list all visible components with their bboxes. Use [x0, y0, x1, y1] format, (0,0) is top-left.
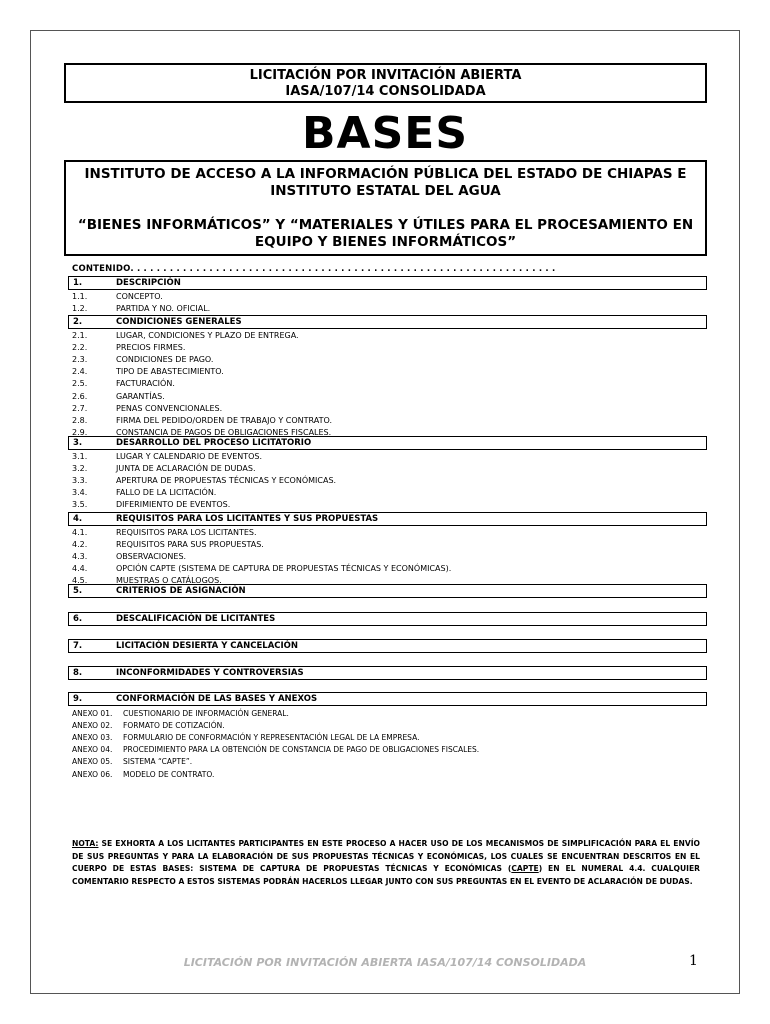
annex-text: FORMATO DE COTIZACIÓN. [123, 721, 225, 731]
section-number: 6. [73, 614, 83, 624]
section-header [68, 276, 707, 290]
item-number: 1.1. [72, 292, 88, 301]
section-header [68, 639, 707, 653]
item-text: OBSERVACIONES. [116, 552, 187, 562]
tender-title: LICITACIÓN POR INVITACIÓN ABIERTA [249, 68, 522, 83]
annex-text: FORMULARIO DE CONFORMACIÓN Y REPRESENTACIÓN LEGAL DE LA EMPRESA. [123, 733, 420, 743]
subject-line-1: “BIENES INFORMÁTICOS” Y “MATERIALES Y ÚTILES PARA EL PROCESAMIENTO EN [77, 217, 694, 233]
item-text: JUNTA DE ACLARACIÓN DE DUDAS. [116, 464, 256, 474]
document-title: BASES [301, 108, 469, 159]
section-number: 9. [73, 694, 83, 704]
tender-header-box [64, 63, 707, 103]
item-number: 3.1. [72, 452, 88, 461]
section-number: 3. [73, 438, 83, 448]
item-number: 1.2. [72, 304, 88, 314]
section-header [68, 315, 707, 329]
item-number: 2.5. [72, 379, 88, 389]
subject-line-2: EQUIPO Y BIENES INFORMÁTICOS” [254, 234, 517, 250]
section-header [68, 512, 707, 526]
item-text: OPCIÓN CAPTE (SISTEMA DE CAPTURA DE PROPUESTAS TÉCNICAS Y ECONÓMICAS). [116, 564, 452, 574]
institution-header-box [64, 160, 707, 256]
item-text: CONSTANCIA DE PAGOS DE OBLIGACIONES FISCALES. [116, 427, 332, 437]
annex-number: ANEXO 04. [72, 745, 113, 755]
annex-number: ANEXO 03. [72, 733, 113, 743]
item-text: LUGAR Y CALENDARIO DE EVENTOS. [116, 452, 263, 461]
item-text: PENAS CONVENCIONALES. [116, 403, 223, 413]
item-number: 4.3. [72, 552, 88, 562]
section-number: 8. [73, 668, 83, 678]
section-number: 1. [73, 278, 83, 288]
footer-text: LICITACIÓN POR INVITACIÓN ABIERTA IASA/107/14 CONSOLIDADA [183, 956, 587, 969]
item-number: 4.1. [72, 528, 88, 537]
annex-text: SISTEMA “CAPTE”. [123, 757, 193, 767]
item-text: REQUISITOS PARA SUS PROPUESTAS. [116, 540, 264, 550]
item-text: REQUISITOS PARA LOS LICITANTES. [116, 528, 257, 537]
item-number: 3.2. [72, 464, 88, 474]
item-number: 2.8. [72, 415, 88, 425]
item-text: PARTIDA Y NO. OFICIAL. [116, 304, 211, 314]
section-number: 2. [73, 317, 83, 327]
item-number: 2.2. [72, 343, 88, 353]
item-number: 3.5. [72, 500, 88, 510]
page-number: 1 [689, 953, 698, 969]
section-header [68, 666, 707, 680]
item-text: DIFERIMIENTO DE EVENTOS. [116, 500, 231, 510]
item-number: 2.9. [72, 427, 88, 437]
item-text: FIRMA DEL PEDIDO/ORDEN DE TRABAJO Y CONTRATO. [116, 415, 332, 425]
section-header [68, 612, 707, 626]
section-title: DESCALIFICACIÓN DE LICITANTES [116, 614, 276, 624]
item-text: FACTURACIÓN. [116, 379, 175, 389]
item-text: CONCEPTO. [116, 292, 163, 301]
institution-line-1: INSTITUTO DE ACCESO A LA INFORMACIÓN PÚBLICA DEL ESTADO DE CHIAPAS E [84, 166, 687, 182]
item-number: 4.5. [72, 576, 88, 586]
note-paragraph [72, 838, 700, 888]
note-text-2: ) EN EL NUMERAL 4.4. CUALQUIER COMENTARIO RESPECTO A ESTOS SISTEMAS PODRÁN HACERLOS LLEGAR JUNTO CON SUS PREGUNTAS EN EL EVENTO DE ACLARACIÓN DE DUDAS. [72, 864, 700, 886]
section-title: DESARROLLO DEL PROCESO LICITATORIO [116, 438, 312, 448]
institution-line-2: INSTITUTO ESTATAL DEL AGUA [270, 183, 501, 199]
item-number: 2.3. [72, 355, 88, 365]
item-text: TIPO DE ABASTECIMIENTO. [116, 367, 224, 377]
annex-number: ANEXO 02. [72, 721, 113, 731]
item-text: FALLO DE LA LICITACIÓN. [116, 488, 217, 498]
section-title: CRITERIOS DE ASIGNACIÓN [116, 586, 246, 596]
section-title: CONFORMACIÓN DE LAS BASES Y ANEXOS [116, 694, 318, 704]
item-number: 4.2. [72, 540, 88, 550]
item-text: LUGAR, CONDICIONES Y PLAZO DE ENTREGA. [116, 331, 299, 340]
note-label: NOTA: [72, 839, 99, 848]
item-text: PRECIOS FIRMES. [116, 343, 186, 353]
note-text-1: SE EXHORTA A LOS LICITANTES PARTICIPANTES EN ESTE PROCESO A HACER USO DE LOS MECANISMOS DE SIMPLIFICACIÓN PARA EL ENVÍO DE SUS PREGUNTAS Y PARA LA ELABORACIÓN DE SUS PROPUESTAS TÉCNICAS Y ECONÓMICAS, LOS CUALES SE ENCUENTRAN DESCRITOS EN EL CUERPO DE ESTAS BASES: SISTEMA DE CAPTURA DE PROPUESTAS TÉCNICAS Y ECONÓMICAS ( [72, 839, 700, 873]
item-text: APERTURA DE PROPUESTAS TÉCNICAS Y ECONÓMICAS. [116, 476, 337, 486]
item-number: 2.1. [72, 331, 88, 340]
section-title: REQUISITOS PARA LOS LICITANTES Y SUS PROPUESTAS [116, 514, 379, 524]
annex-number: ANEXO 06. [72, 769, 113, 779]
section-title: INCONFORMIDADES Y CONTROVERSIAS [116, 668, 304, 678]
section-title: LICITACIÓN DESIERTA Y CANCELACIÓN [116, 641, 299, 651]
item-number: 3.3. [72, 476, 88, 486]
annex-text: MODELO DE CONTRATO. [123, 769, 215, 779]
section-number: 7. [73, 641, 83, 651]
annex-number: ANEXO 05. [72, 757, 113, 767]
section-header [68, 692, 707, 706]
item-text: GARANTÍAS. [116, 391, 165, 401]
section-number: 5. [73, 586, 83, 596]
tender-code: IASA/107/14 CONSOLIDADA [285, 84, 486, 99]
item-number: 2.4. [72, 367, 88, 377]
section-header [68, 436, 707, 450]
contents-heading: CONTENIDO. . . . . . . . . . . . . . . . . . . . . . . . . . . . . . . . . . . . . . . . . . . . . . . . . . . . . . . . . . . . . . . . . [72, 264, 556, 274]
item-number: 2.7. [72, 403, 88, 413]
section-title: DESCRIPCIÓN [116, 278, 181, 288]
item-text: MUESTRAS O CATÁLOGOS. [116, 576, 222, 586]
section-number: 4. [73, 514, 83, 524]
annex-number: ANEXO 01. [72, 709, 113, 718]
item-number: 3.4. [72, 488, 88, 498]
item-text: CONDICIONES DE PAGO. [116, 355, 214, 365]
annex-text: PROCEDIMIENTO PARA LA OBTENCIÓN DE CONSTANCIA DE PAGO DE OBLIGACIONES FISCALES. [123, 745, 480, 755]
section-header [68, 584, 707, 598]
item-number: 4.4. [72, 564, 88, 574]
item-number: 2.6. [72, 391, 88, 401]
section-title: CONDICIONES GENERALES [116, 317, 242, 327]
annex-text: CUESTIONARIO DE INFORMACIÓN GENERAL. [123, 709, 289, 718]
note-capte: CAPTE [511, 864, 539, 873]
